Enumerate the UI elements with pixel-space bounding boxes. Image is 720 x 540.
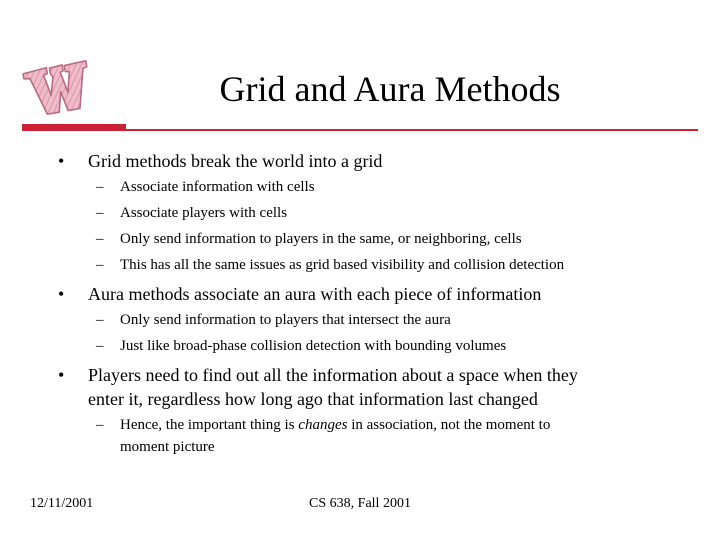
sub-bullet-emphasis: changes	[298, 417, 348, 433]
bullet-2	[58, 282, 542, 306]
sub-bullet-marker: –	[96, 312, 104, 328]
sub-bullet-2-1	[96, 309, 451, 331]
bullet-marker: •	[58, 365, 65, 385]
sub-bullet-text: Only send information to players in the same, or neighboring, cells	[120, 231, 522, 247]
bullet-text: Aura methods associate an aura with each piece of information	[88, 284, 542, 304]
wisconsin-w-icon	[22, 54, 94, 122]
sub-bullet-text: Associate information with cells	[120, 179, 315, 195]
slide-title: Grid and Aura Methods	[219, 69, 561, 109]
sub-bullet-marker: –	[96, 417, 104, 433]
sub-bullet-marker: –	[96, 179, 104, 195]
bullet-marker: •	[58, 284, 65, 304]
sub-bullet-1-2	[96, 202, 288, 224]
sub-bullet-marker: –	[96, 231, 104, 247]
title-divider	[22, 124, 698, 132]
bullet-text-line-1: Players need to find out all the information about a space when they	[88, 365, 578, 385]
sub-bullet-marker: –	[96, 338, 104, 354]
sub-bullet-text: Associate players with cells	[120, 205, 288, 221]
sub-bullet-text: This has all the same issues as grid based visibility and collision detection	[120, 257, 565, 273]
sub-bullet-text-line-2: moment picture	[120, 439, 215, 455]
sub-bullet-3-1-continued	[120, 436, 215, 458]
title-divider-thick	[22, 124, 126, 131]
sub-bullet-text-before: Hence, the important thing is	[120, 417, 299, 433]
bullet-marker: •	[58, 151, 65, 171]
sub-bullet-text-after: in association, not the moment to	[347, 417, 551, 433]
footer-course: CS 638, Fall 2001	[309, 496, 411, 511]
footer-date: 12/11/2001	[30, 496, 94, 511]
sub-bullet-marker: –	[96, 257, 104, 273]
title-divider-thin	[126, 129, 698, 131]
bullet-text-line-2: enter it, regardless how long ago that information last changed	[88, 389, 538, 409]
sub-bullet-2-2	[96, 335, 507, 357]
sub-bullet-1-1	[96, 176, 315, 198]
sub-bullet-text: Only send information to players that intersect the aura	[120, 312, 451, 328]
bullet-1	[58, 149, 383, 173]
sub-bullet-text: Just like broad-phase collision detection with bounding volumes	[120, 338, 507, 354]
sub-bullet-3-1	[96, 414, 551, 436]
sub-bullet-1-3	[96, 228, 522, 250]
sub-bullet-1-4	[96, 254, 565, 276]
bullet-text: Grid methods break the world into a grid	[88, 151, 383, 171]
bullet-3-continued	[88, 387, 538, 411]
sub-bullet-marker: –	[96, 205, 104, 221]
bullet-3	[58, 363, 578, 387]
